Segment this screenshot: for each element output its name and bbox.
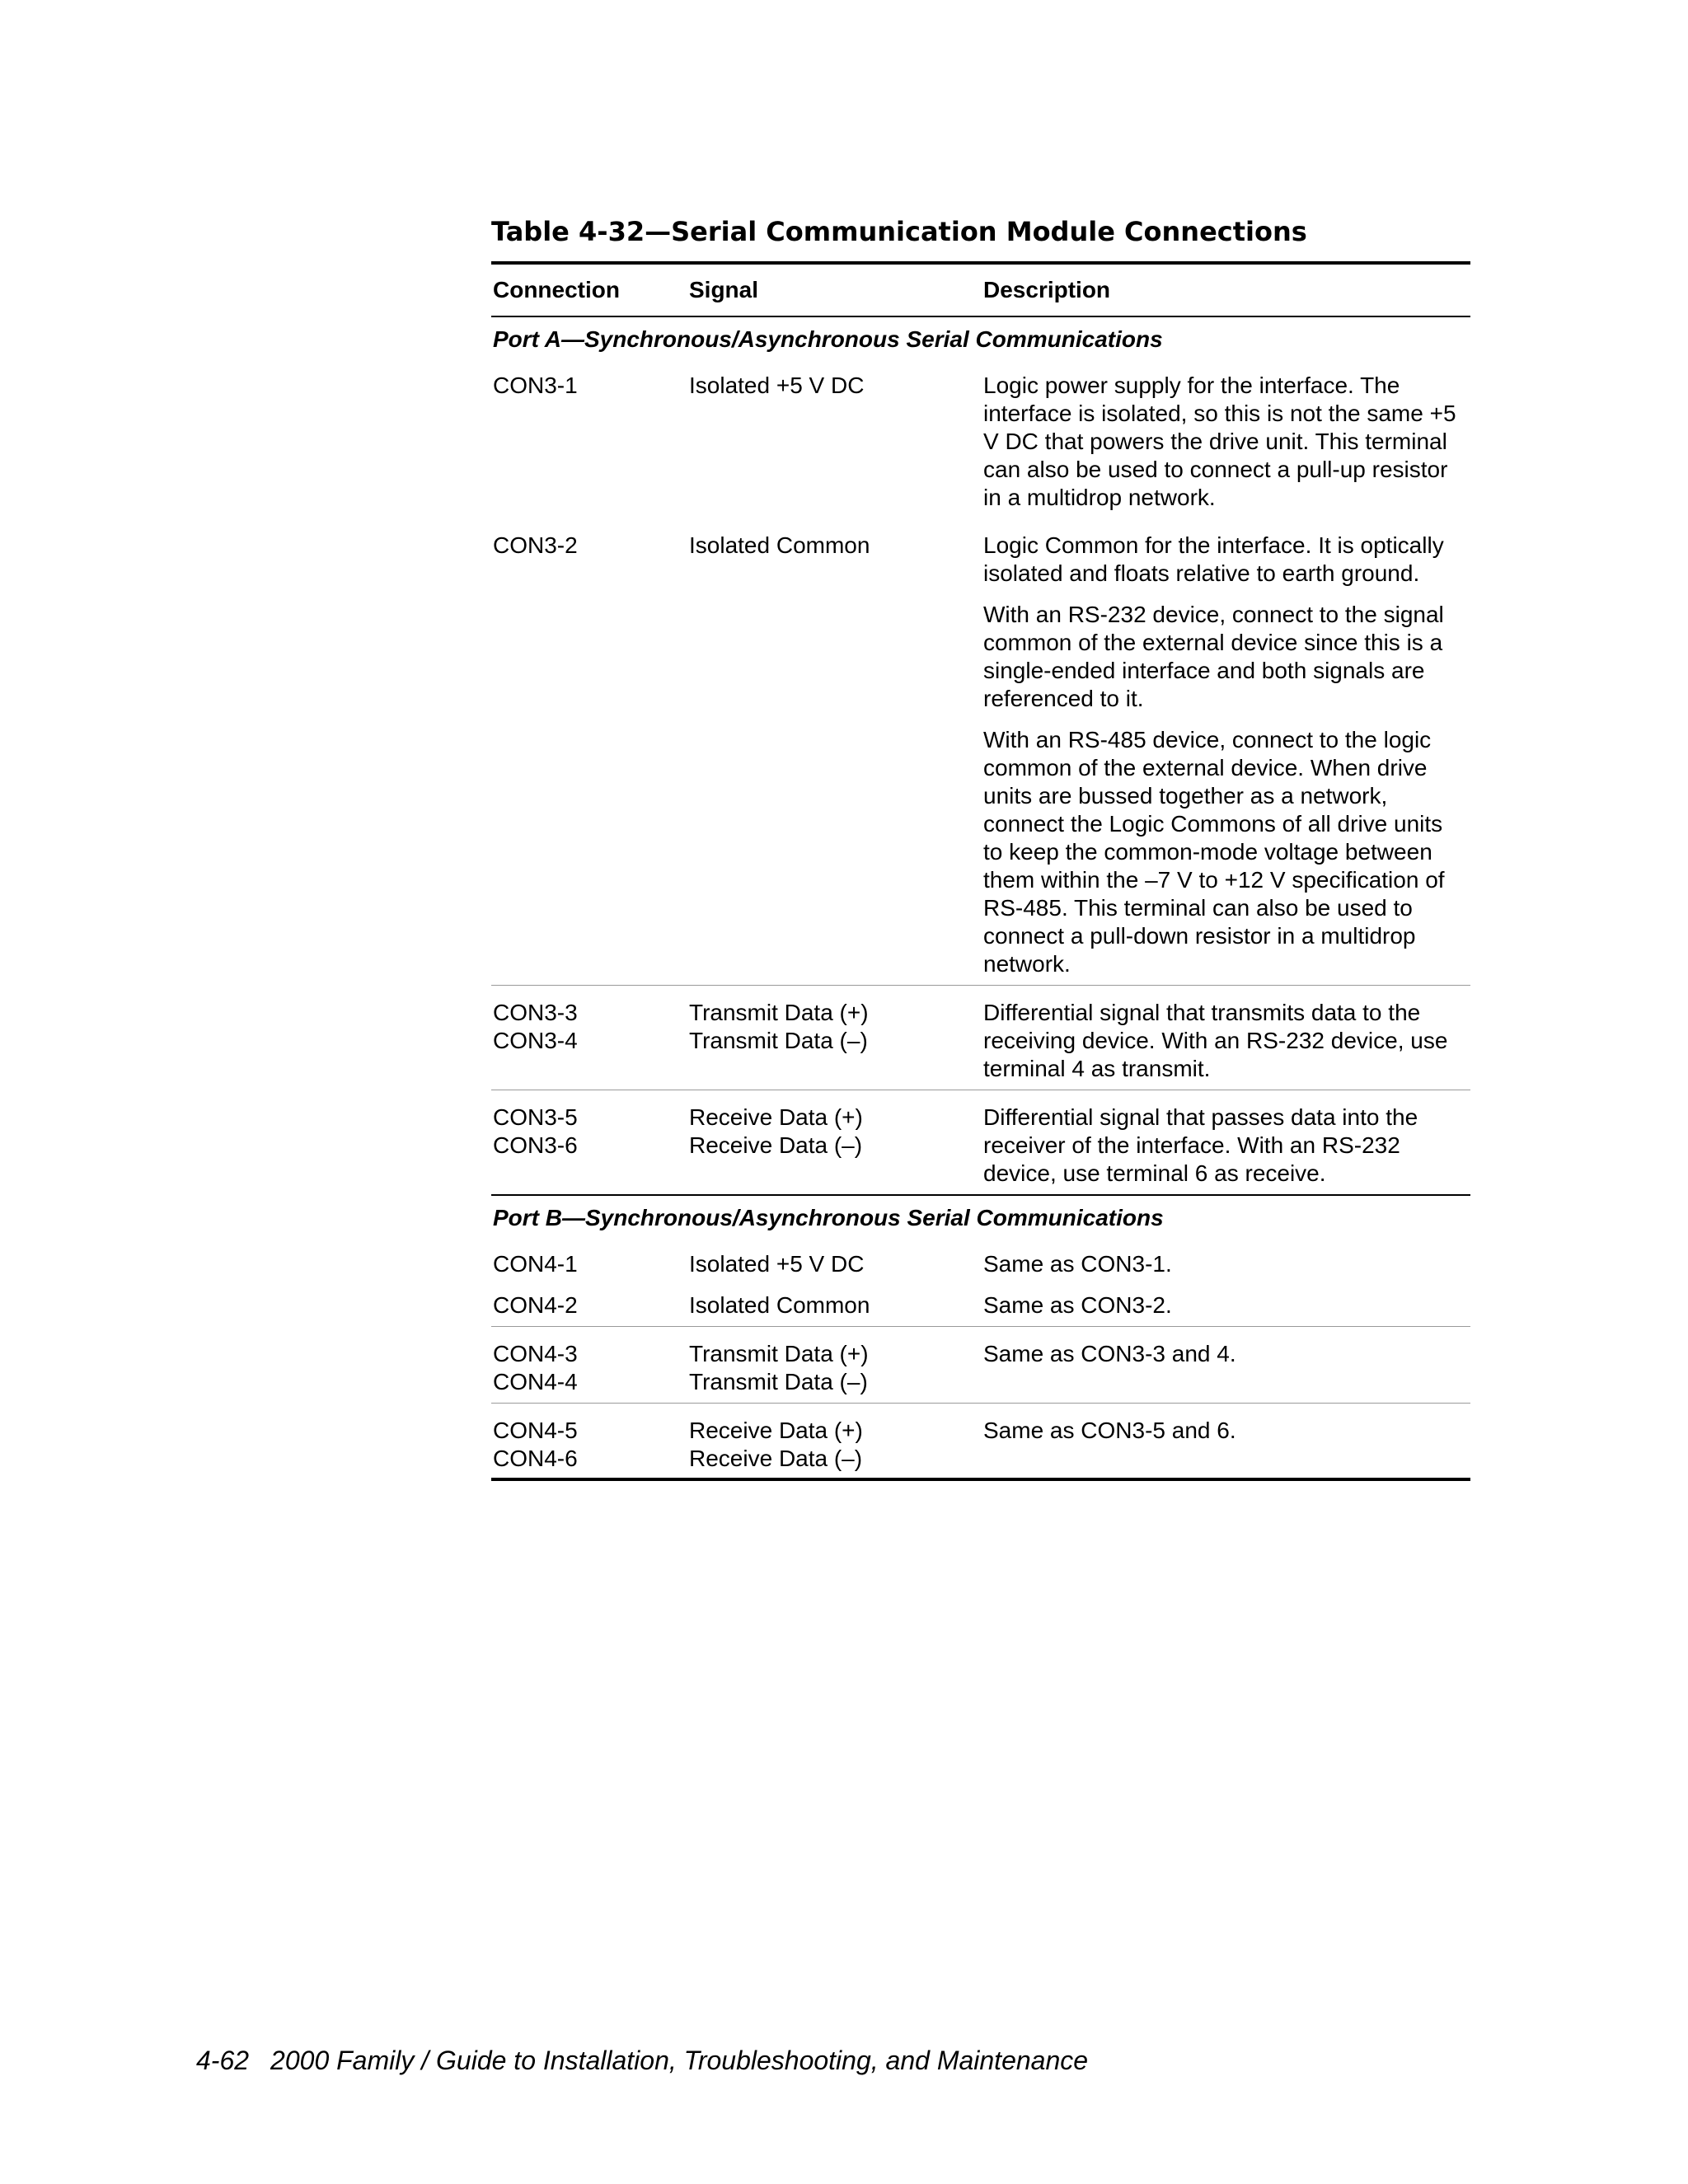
signal-label: Receive Data (–) xyxy=(689,1132,863,1158)
description-cell: Logic Common for the interface. It is optically isolated and floats relative to earth ground. xyxy=(983,532,1444,586)
connection-label: CON4-5 xyxy=(493,1418,578,1443)
signal-cell xyxy=(687,1090,982,1196)
signal-cell xyxy=(687,594,982,719)
column-header-signal: Signal xyxy=(687,263,982,316)
table-row xyxy=(491,518,1470,594)
signal-cell xyxy=(687,1327,982,1404)
signal-cell xyxy=(687,1285,982,1327)
table-row xyxy=(491,719,1470,986)
connection-label: CON3-4 xyxy=(493,1028,578,1053)
signal-cell xyxy=(687,1404,982,1480)
signal-cell xyxy=(687,359,982,518)
column-header-connection: Connection xyxy=(491,263,687,316)
connection-cell xyxy=(491,359,687,518)
connection-label: CON3-1 xyxy=(493,373,578,398)
section-heading-port-b: Port B—Synchronous/Asynchronous Serial Communications xyxy=(491,1195,1470,1237)
connection-cell xyxy=(491,1404,687,1480)
table-row xyxy=(491,594,1470,719)
signal-cell xyxy=(687,518,982,594)
description-cell: With an RS-232 device, connect to the signal common of the external device since this is a single-ended interface and both signals are referenced to it. xyxy=(983,602,1444,711)
table-row xyxy=(491,1404,1470,1480)
description-cell: Differential signal that transmits data to the receiving device. With an RS-232 device, use terminal 4 as transmit. xyxy=(982,986,1470,1090)
description-cell: Same as CON3-3 and 4. xyxy=(982,1327,1470,1404)
signal-label: Transmit Data (–) xyxy=(689,1028,868,1053)
page-content xyxy=(491,210,1470,1481)
column-header-description: Description xyxy=(982,263,1470,316)
footer-text: 2000 Family / Guide to Installation, Troubleshooting, and Maintenance xyxy=(270,2046,1089,2075)
page-number: 4-62 xyxy=(196,2046,250,2075)
connection-cell xyxy=(491,986,687,1090)
connection-cell xyxy=(491,518,687,594)
table-row xyxy=(491,1327,1470,1404)
table-header-row xyxy=(491,263,1470,316)
description-cell: Differential signal that passes data into the receiver of the interface. With an RS-232 device, use terminal 6 as receive. xyxy=(982,1090,1470,1196)
table-row xyxy=(491,359,1470,518)
signal-cell xyxy=(687,1237,982,1285)
table-row xyxy=(491,1237,1470,1285)
connection-cell xyxy=(491,594,687,719)
signal-cell xyxy=(687,719,982,986)
description-cell: Same as CON3-5 and 6. xyxy=(982,1404,1470,1480)
signal-label: Isolated +5 V DC xyxy=(689,373,865,398)
description-cell: Same as CON3-1. xyxy=(983,1251,1172,1277)
signal-label: Isolated +5 V DC xyxy=(689,1251,865,1277)
signal-label: Transmit Data (+) xyxy=(689,1000,869,1025)
signal-label: Isolated Common xyxy=(689,532,870,558)
description-cell: Same as CON3-2. xyxy=(983,1292,1172,1318)
connection-label: CON4-6 xyxy=(493,1446,578,1471)
connection-label: CON4-2 xyxy=(493,1292,578,1318)
signal-label: Receive Data (+) xyxy=(689,1418,863,1443)
connection-cell xyxy=(491,1285,687,1327)
signal-label: Transmit Data (+) xyxy=(689,1341,869,1366)
connection-label: CON3-3 xyxy=(493,1000,578,1025)
signal-label: Receive Data (–) xyxy=(689,1446,863,1471)
table-title: Table 4-32—Serial Communication Module Connections xyxy=(491,216,1307,247)
table-row xyxy=(491,1090,1470,1196)
table-row xyxy=(491,986,1470,1090)
section-heading-row xyxy=(491,1195,1470,1237)
table-row xyxy=(491,1285,1470,1327)
connection-label: CON3-5 xyxy=(493,1104,578,1130)
connection-label: CON4-1 xyxy=(493,1251,578,1277)
description-cell: Logic power supply for the interface. The interface is isolated, so this is not the same +5 V DC that powers the drive unit. This terminal can also be used to connect a pull-up resistor in a multidrop network. xyxy=(983,373,1456,510)
connection-cell xyxy=(491,1237,687,1285)
connection-cell xyxy=(491,719,687,986)
connection-cell xyxy=(491,1090,687,1196)
signal-label: Isolated Common xyxy=(689,1292,870,1318)
connection-label: CON4-3 xyxy=(493,1341,578,1366)
connection-cell xyxy=(491,1327,687,1404)
signal-label: Receive Data (+) xyxy=(689,1104,863,1130)
connection-label: CON3-6 xyxy=(493,1132,578,1158)
connections-table xyxy=(491,261,1470,1481)
section-heading-port-a: Port A—Synchronous/Asynchronous Serial Communications xyxy=(493,326,1163,352)
signal-label: Transmit Data (–) xyxy=(689,1369,868,1394)
signal-cell xyxy=(687,986,982,1090)
page-footer xyxy=(196,2046,1088,2076)
connection-label: CON3-2 xyxy=(493,532,578,558)
description-cell: With an RS-485 device, connect to the logic common of the external device. When drive units are bussed together as a network, connect the Logic Commons of all drive units to keep the common-mode voltage between them within the –7 V to +12 V specification of RS-485. This terminal can also be used to connect a pull-down resistor in a multidrop network. xyxy=(983,727,1445,977)
connection-label: CON4-4 xyxy=(493,1369,578,1394)
section-heading-row xyxy=(491,316,1470,359)
